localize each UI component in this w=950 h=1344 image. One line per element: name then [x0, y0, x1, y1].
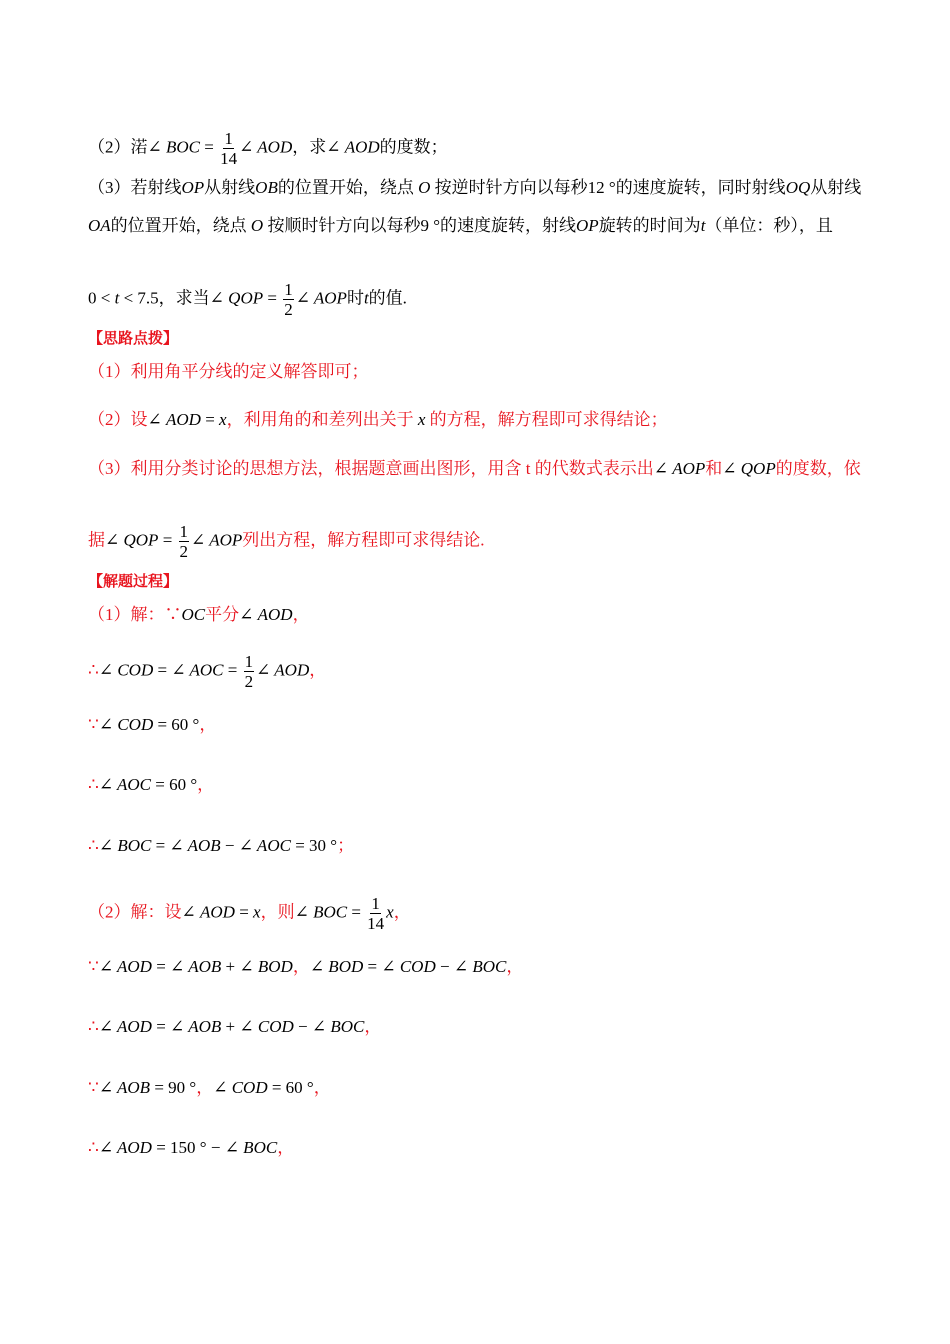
text-line [88, 571, 178, 591]
math-number: 9 ° [420, 216, 441, 235]
answer-text: ，利用角的和差列出关于 [226, 410, 418, 429]
answer-text: ， [197, 775, 215, 794]
math-expression: ∠ COD [213, 1078, 268, 1097]
text-segment: 的位置开始，绕点 [110, 216, 251, 235]
math-number: = [151, 836, 170, 855]
math-expression: ∠ AOB [170, 957, 222, 976]
math-expression: ∠ BOC [294, 902, 348, 922]
math-number: = 150 ° − [151, 1138, 225, 1157]
math-expression: ∠ AOD [147, 410, 201, 429]
math-expression: ∠ QOP [209, 288, 264, 308]
math-expression: ∠ AOB [169, 836, 221, 855]
text-line [88, 894, 411, 933]
text-line [88, 410, 668, 430]
math-number: 0 < [88, 288, 115, 308]
answer-text: ； [337, 836, 355, 855]
math-expression: ∠ AOD [239, 605, 293, 624]
text-line [88, 459, 861, 479]
answer-text: ∴ [88, 775, 99, 794]
math-expression: ∠ BOD [309, 957, 364, 976]
text-segment: 从射线 [810, 178, 862, 197]
math-expression: t [700, 216, 706, 235]
answer-text: ∵ [88, 1078, 99, 1097]
text-line [88, 652, 327, 691]
text-segment: 的速度旋转，射线 [440, 216, 577, 235]
math-expression: ∠ AOB [98, 1078, 151, 1097]
math-expression: ∠ COD [381, 957, 436, 976]
answer-text: ， [196, 1078, 214, 1097]
math-number: − [293, 1017, 312, 1036]
math-expression: ∠ AOC [171, 660, 224, 680]
text-line [88, 836, 354, 856]
answer-text: 和 [705, 459, 723, 478]
math-number: = [234, 902, 254, 922]
text-line [88, 1017, 381, 1037]
answer-text: ∵ [164, 605, 182, 624]
fraction-numerator: 1 [224, 129, 233, 148]
text-line [88, 1078, 331, 1098]
math-expression: x [417, 410, 426, 429]
text-line [88, 216, 833, 236]
math-expression: ∠ AOD [239, 137, 293, 157]
fraction-denominator: 2 [179, 542, 189, 561]
fraction [283, 280, 294, 319]
math-number: = 30 ° [290, 836, 338, 855]
answer-text: ，则 [260, 902, 295, 922]
answer-text: ∴ [88, 1138, 99, 1157]
math-expression: ∠ AOB [170, 1017, 222, 1036]
math-expression: O [250, 216, 264, 235]
math-expression: ∠ BOC [147, 137, 200, 157]
fraction-numerator: 1 [244, 652, 254, 671]
math-number: = 60 ° [153, 715, 200, 734]
fraction-numerator: 1 [284, 280, 293, 299]
math-expression: ∠ AOD [326, 137, 380, 157]
text-segment: ，求当 [158, 288, 210, 308]
math-expression: t [363, 288, 369, 308]
text-line [88, 715, 216, 735]
math-number: − [435, 957, 454, 976]
text-segment: 的度数； [379, 137, 448, 157]
math-number: < 7.5 [119, 288, 159, 308]
fraction-denominator: 14 [220, 149, 238, 168]
math-expression: x [219, 410, 227, 429]
math-expression: ∠ BOC [98, 836, 152, 855]
math-expression: ∠ AOD [181, 902, 235, 922]
math-expression: OP [576, 216, 599, 235]
math-number: = [151, 1017, 171, 1036]
answer-text: （3）利用分类讨论的思想方法，根据题意画出图形，用含 t 的代数式表示出 [88, 459, 654, 478]
text-line [88, 1138, 294, 1158]
math-number: + [221, 1017, 240, 1036]
text-segment: 的值. [368, 288, 407, 308]
text-line [88, 605, 310, 625]
answer-text: （1）利用角平分线的定义解答即可； [88, 362, 369, 381]
math-expression: ∠ COD [98, 715, 154, 734]
answer-text: ， [313, 1078, 331, 1097]
text-segment: （2）渃 [88, 137, 148, 157]
answer-text: ， [277, 1138, 295, 1157]
math-expression: ∠ AOC [98, 775, 152, 794]
text-segment: （单位：秒），且 [705, 216, 833, 235]
answer-text: ， [393, 902, 411, 922]
answer-text: 的方程，解方程即可求得结论； [425, 410, 668, 429]
text-segment: 按逆时针方向以每秒 [430, 178, 588, 197]
text-line [88, 775, 214, 795]
math-expression: ∠ BOD [239, 957, 293, 976]
math-expression: x [386, 902, 394, 922]
fraction-denominator: 2 [284, 300, 293, 319]
text-segment: 旋转的时间为 [598, 216, 701, 235]
answer-text: ∴ [88, 1017, 99, 1036]
math-expression: ∠ AOP [191, 530, 243, 550]
math-expression: OC [181, 605, 206, 624]
text-line [88, 280, 407, 319]
fraction [244, 652, 255, 691]
math-expression: ∠ AOD [98, 957, 152, 976]
math-number: = [158, 530, 177, 550]
math-expression: OB [255, 178, 278, 197]
math-number: + [221, 957, 240, 976]
section-heading: 【解题过程】 [88, 572, 179, 590]
answer-text: ， [292, 605, 310, 624]
answer-text: 列出方程，解方程即可求得结论. [242, 530, 485, 550]
math-number: = 60 ° [267, 1078, 314, 1097]
answer-text: ∴ [88, 660, 99, 680]
math-expression: ∠ AOP [295, 288, 347, 308]
math-expression: ∠ AOP [653, 459, 706, 478]
math-expression: ∠ AOD [256, 660, 310, 680]
math-expression: OA [88, 216, 111, 235]
text-segment: 的位置开始，绕点 [277, 178, 419, 197]
math-expression: OQ [785, 178, 811, 197]
answer-text: ， [309, 660, 327, 680]
math-expression: ∠ AOD [98, 1138, 152, 1157]
text-line [88, 362, 369, 382]
math-expression: OP [181, 178, 205, 197]
math-number: = [200, 410, 220, 429]
answer-text: ∵ [88, 957, 99, 976]
text-segment: 的速度旋转，同时射线 [615, 178, 786, 197]
answer-text: 据 [88, 530, 105, 550]
fraction [179, 522, 190, 561]
fraction [220, 129, 237, 168]
math-expression: x [253, 902, 261, 922]
answer-text: 平分 [205, 605, 240, 624]
math-number: = [263, 288, 282, 308]
math-expression: ∠ BOC [453, 957, 507, 976]
math-number: = [223, 660, 242, 680]
text-segment: 从射线 [204, 178, 256, 197]
answer-text: ， [506, 957, 524, 976]
math-expression: ∠ BOC [224, 1138, 278, 1157]
fraction-denominator: 2 [244, 672, 254, 691]
answer-text: （2）解：设 [88, 902, 182, 922]
answer-text: ∴ [88, 836, 99, 855]
text-segment: （3）若射线 [88, 178, 182, 197]
answer-text: 的度数，依 [775, 459, 861, 478]
answer-text: ， [364, 1017, 382, 1036]
math-expression: ∠ BOC [311, 1017, 365, 1036]
section-heading: 【思路点拨】 [88, 329, 179, 347]
answer-text: ， [199, 715, 217, 734]
math-expression: ∠ AOD [98, 1017, 152, 1036]
math-expression: ∠ COD [239, 1017, 294, 1036]
math-expression: ∠ QOP [105, 530, 159, 550]
math-number: = [347, 902, 366, 922]
fraction [367, 894, 384, 933]
math-expression: O [418, 178, 431, 197]
answer-text: ∵ [88, 715, 99, 734]
text-segment: 按顺时针方向以每秒 [263, 216, 421, 235]
text-line [88, 522, 485, 561]
math-number: = [151, 957, 171, 976]
math-expression: ∠ COD [98, 660, 154, 680]
text-line [88, 178, 861, 198]
math-number: − [220, 836, 239, 855]
math-number: = 90 ° [150, 1078, 197, 1097]
answer-text: ， [292, 957, 310, 976]
math-number: 12 ° [587, 178, 616, 197]
math-number: = [153, 660, 172, 680]
text-segment: 时 [346, 288, 364, 308]
math-number: = [363, 957, 382, 976]
fraction-denominator: 14 [367, 914, 385, 933]
fraction-numerator: 1 [371, 894, 380, 913]
math-expression: ∠ QOP [722, 459, 776, 478]
math-number: = 60 ° [151, 775, 198, 794]
text-segment: ，求 [292, 137, 327, 157]
text-line [88, 129, 448, 168]
text-line [88, 328, 178, 348]
answer-text: （1）解： [88, 605, 165, 624]
math-expression: t [114, 288, 120, 308]
answer-text: （2）设 [88, 410, 148, 429]
math-number: = [200, 137, 219, 157]
text-line [88, 957, 523, 977]
fraction-numerator: 1 [179, 522, 189, 541]
math-expression: ∠ AOC [238, 836, 291, 855]
